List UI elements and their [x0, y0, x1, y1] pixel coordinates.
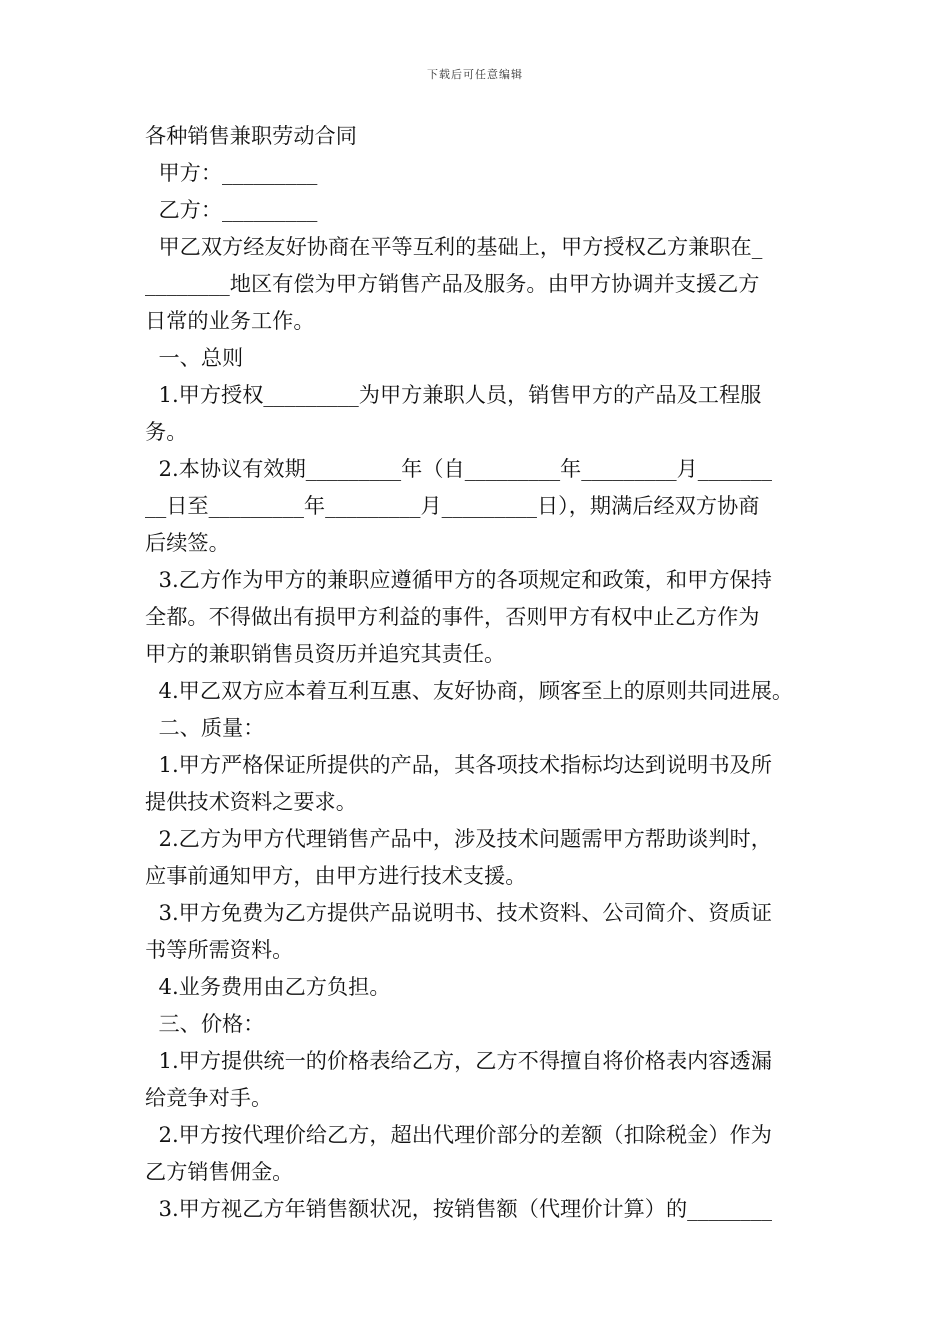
section-heading: 一、总则: [145, 345, 244, 370]
paragraph-line: 书等所需资料。: [145, 937, 294, 962]
paragraph-line: 2.本协议有效期_________年（自_________年_________月_______: [145, 456, 772, 481]
paragraph-line: 3.甲方免费为乙方提供产品说明书、技术资料、公司简介、资质证: [145, 900, 772, 925]
paragraph-line: 乙方销售佣金。: [145, 1159, 294, 1184]
paragraph-line: 1.甲方提供统一的价格表给乙方，乙方不得擅自将价格表内容透漏: [145, 1048, 772, 1073]
paragraph-line: 1.甲方严格保证所提供的产品，其各项技术指标均达到说明书及所: [145, 752, 772, 777]
paragraph-line: 全都。不得做出有损甲方利益的事件，否则甲方有权中止乙方作为: [145, 604, 760, 629]
paragraph-line: 应事前通知甲方，由甲方进行技术支援。: [145, 863, 527, 888]
paragraph-line: 后续签。: [145, 530, 230, 555]
party-b-line: 乙方：_________: [145, 197, 318, 222]
paragraph-line: 甲方的兼职销售员资历并追究其责任。: [145, 641, 506, 666]
document-title: 各种销售兼职劳动合同: [145, 123, 357, 148]
header-note: 下载后可任意编辑: [427, 68, 523, 81]
paragraph-line: 日常的业务工作。: [145, 308, 315, 333]
paragraph-line: 2.乙方为甲方代理销售产品中，涉及技术问题需甲方帮助谈判时，: [145, 826, 772, 851]
paragraph-line: 甲乙双方经友好协商在平等互利的基础上，甲方授权乙方兼职在_: [145, 234, 763, 259]
paragraph-line: 务。: [145, 419, 188, 444]
paragraph-line: __日至_________年_________月_________日），期满后经双方协商: [145, 493, 760, 518]
paragraph-line: 4.甲乙双方应本着互利互惠、友好协商，顾客至上的原则共同进展。: [145, 678, 794, 703]
paragraph-line: 1.甲方授权_________为甲方兼职人员，销售甲方的产品及工程服: [145, 382, 762, 407]
section-heading: 三、价格：: [145, 1011, 265, 1036]
party-a-line: 甲方：_________: [145, 160, 318, 185]
paragraph-line: ________地区有偿为甲方销售产品及服务。由甲方协调并支援乙方: [145, 271, 760, 296]
document-body: [145, 117, 813, 1227]
paragraph-line: 提供技术资料之要求。: [145, 789, 357, 814]
paragraph-line: 4.业务费用由乙方负担。: [145, 974, 391, 999]
paragraph-line: 给竞争对手。: [145, 1085, 273, 1110]
paragraph-line: 2.甲方按代理价给乙方，超出代理价部分的差额（扣除税金）作为: [145, 1122, 772, 1147]
paragraph-line: 3.乙方作为甲方的兼职应遵循甲方的各项规定和政策，和甲方保持: [145, 567, 772, 592]
paragraph-line: 3.甲方视乙方年销售额状况，按销售额（代理价计算）的________: [145, 1196, 772, 1221]
section-heading: 二、质量：: [145, 715, 265, 740]
